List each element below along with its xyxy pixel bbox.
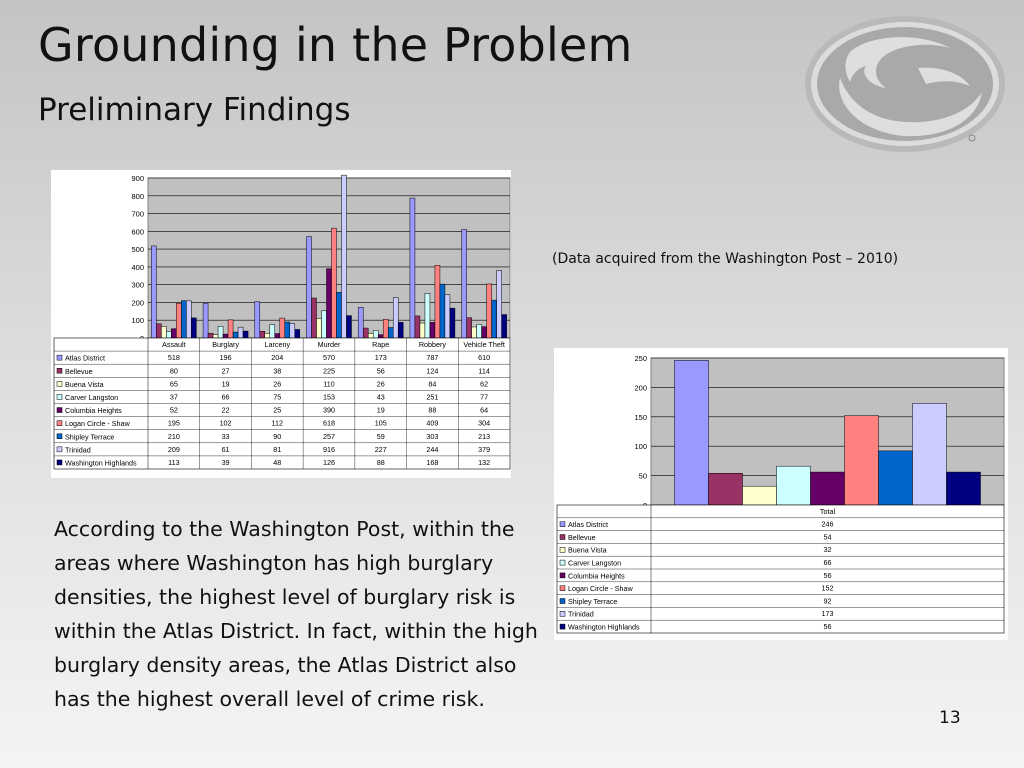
data-value: 303 [426, 431, 439, 441]
data-value: 126 [323, 458, 335, 467]
data-value: 409 [426, 418, 439, 428]
legend-swatch [560, 535, 565, 540]
y-tick-label: 400 [131, 262, 144, 272]
y-tick-label: 200 [131, 298, 144, 308]
legend-label: Washington Highlands [65, 458, 137, 468]
legend-swatch [57, 408, 62, 413]
data-value: 210 [167, 431, 180, 441]
bar [260, 331, 265, 338]
data-value: 52 [169, 405, 178, 415]
data-value: 124 [426, 366, 439, 376]
data-value: 257 [323, 431, 335, 441]
data-value: 62 [480, 379, 489, 389]
data-value: 54 [823, 532, 832, 542]
category-label: Total [819, 506, 836, 516]
data-value: 59 [376, 431, 385, 441]
bar [161, 326, 166, 338]
bar [477, 324, 482, 338]
bar [398, 322, 403, 338]
data-value: 787 [426, 353, 439, 363]
data-value: 102 [219, 418, 232, 428]
bar [383, 319, 388, 338]
bar [425, 293, 430, 338]
legend-label: Carver Langston [65, 393, 119, 402]
bar [171, 329, 176, 338]
bar [186, 301, 191, 338]
bar [327, 269, 332, 338]
bar [181, 301, 186, 338]
bar [223, 334, 228, 338]
bar [191, 318, 196, 338]
bar [675, 360, 709, 505]
bar [410, 198, 415, 338]
data-value: 153 [323, 392, 335, 402]
category-label: Rape [372, 340, 390, 350]
bar [415, 316, 420, 338]
data-value: 77 [480, 392, 489, 402]
data-value: 213 [478, 431, 491, 441]
legend-label: Columbia Heights [65, 406, 122, 416]
y-tick-label: 50 [638, 471, 647, 481]
data-value: 196 [219, 353, 232, 363]
bar [213, 335, 218, 338]
data-value: 246 [821, 519, 834, 529]
bar [777, 466, 811, 505]
data-value: 19 [221, 379, 230, 389]
data-value: 88 [428, 405, 437, 415]
bar [435, 265, 440, 338]
data-value: 518 [167, 353, 180, 363]
legend-swatch [57, 447, 62, 452]
legend-label: Logan Circle - Shaw [65, 419, 130, 429]
bar [913, 403, 947, 505]
crime-by-type-chart [51, 170, 511, 478]
data-value: 92 [823, 596, 832, 606]
legend-label: Buena Vista [568, 545, 607, 555]
bar [255, 302, 260, 338]
legend-swatch [560, 547, 565, 552]
bar [285, 322, 290, 338]
legend-swatch [57, 368, 62, 373]
data-value: 110 [323, 379, 335, 389]
data-value: 90 [273, 431, 282, 441]
data-value: 195 [167, 418, 180, 428]
bar [467, 318, 472, 338]
bar [445, 295, 450, 338]
slide-subtitle: Preliminary Findings [38, 92, 351, 128]
data-value: 105 [374, 418, 387, 428]
data-value: 173 [821, 609, 834, 619]
category-label: Robbery [418, 340, 447, 350]
data-value: 66 [221, 392, 230, 402]
bar [322, 311, 327, 338]
data-value: 244 [426, 444, 439, 454]
data-value: 32 [823, 545, 832, 555]
bar [290, 324, 295, 338]
bar [743, 486, 777, 505]
y-tick-label: 700 [131, 209, 144, 219]
bar [430, 322, 435, 338]
bar [709, 473, 743, 505]
crime-total-chart [554, 348, 1008, 640]
data-value: 618 [323, 418, 335, 428]
data-value: 56 [823, 570, 832, 580]
legend-swatch [560, 522, 565, 527]
bar [243, 331, 248, 338]
data-value: 39 [221, 458, 230, 467]
legend-label: Carver Langston [568, 558, 622, 568]
data-value: 114 [478, 366, 490, 376]
data-value: 570 [323, 353, 335, 363]
category-label: Assault [162, 340, 186, 350]
data-value: 112 [271, 418, 284, 428]
crime-total-svg [554, 348, 1008, 640]
data-value: 66 [823, 558, 832, 567]
legend-swatch [57, 434, 62, 439]
data-value: 168 [426, 458, 439, 467]
data-value: 48 [273, 458, 282, 467]
bar [332, 228, 337, 338]
bar [487, 284, 492, 338]
bar [947, 472, 981, 505]
bar [218, 326, 223, 338]
data-value: 209 [167, 444, 180, 454]
bar [879, 451, 913, 505]
data-value: 26 [376, 379, 385, 389]
bar [373, 330, 378, 338]
data-value: 390 [323, 405, 335, 415]
data-value: 204 [271, 353, 284, 363]
bar [440, 284, 445, 338]
data-value: 88 [376, 458, 385, 467]
body-paragraph: According to the Washington Post, within the areas where Washington has high burglary densities, the highest level of burglary risk is within the Atlas District. In fact, within the high burglary density areas, the Atlas District also has the highest overall level of crime risk. [54, 517, 538, 711]
data-value: 56 [823, 622, 832, 631]
bar [811, 472, 845, 505]
bar [295, 329, 300, 338]
slide-title: Grounding in the Problem [38, 18, 633, 72]
legend-label: Bellevue [568, 532, 596, 542]
bar [363, 328, 368, 338]
data-value: 26 [273, 379, 282, 389]
bar [378, 335, 383, 338]
data-value: 37 [169, 392, 178, 402]
data-value: 113 [168, 458, 180, 467]
data-value: 61 [221, 444, 230, 454]
category-label: Murder [317, 340, 341, 350]
legend-swatch [560, 599, 565, 604]
bar [208, 333, 213, 338]
legend-swatch [57, 460, 62, 465]
bar [265, 333, 270, 338]
legend-label: Trinidad [65, 445, 91, 455]
bar [342, 175, 347, 338]
bar [238, 327, 243, 338]
data-value: 81 [273, 444, 282, 454]
data-value: 132 [478, 458, 491, 467]
data-value: 80 [169, 366, 178, 376]
bar [166, 331, 171, 338]
legend-label: Shipley Terrace [65, 432, 115, 442]
data-value: 19 [376, 405, 385, 415]
legend-label: Bellevue [65, 366, 93, 376]
data-value: 22 [221, 405, 230, 415]
bar [450, 308, 455, 338]
y-tick-label: 500 [131, 245, 144, 255]
data-value: 84 [428, 379, 437, 389]
y-tick-label: 100 [131, 316, 144, 326]
page-number: 13 [939, 708, 961, 728]
bar [420, 323, 425, 338]
y-tick-label: 300 [131, 280, 144, 290]
bar [502, 315, 507, 338]
bar [270, 325, 275, 338]
bar [156, 324, 161, 338]
bar [317, 318, 322, 338]
legend-swatch [560, 611, 565, 616]
nittany-lion-logo-icon [800, 8, 1010, 158]
legend-label: Trinidad [568, 609, 594, 619]
bar [312, 298, 317, 338]
crime-by-type-svg [51, 170, 511, 478]
bar [275, 334, 280, 338]
data-value: 379 [478, 444, 491, 454]
data-source-note: (Data acquired from the Washington Post – 2010) [552, 251, 899, 267]
y-tick-label: 800 [131, 191, 144, 201]
bar [462, 230, 467, 338]
data-value: 251 [426, 392, 439, 402]
bar [497, 271, 502, 338]
bar [176, 303, 181, 338]
legend-swatch [57, 355, 62, 360]
bar [307, 237, 312, 338]
bar [228, 320, 233, 338]
data-value: 304 [478, 418, 491, 428]
legend-swatch [560, 573, 565, 578]
y-tick-label: 150 [634, 412, 647, 422]
bar [368, 333, 373, 338]
legend-swatch [57, 394, 62, 399]
data-value: 64 [480, 405, 489, 415]
data-value: 56 [376, 366, 385, 376]
category-label: Larceny [264, 340, 291, 350]
bar [337, 292, 342, 338]
legend-label: Logan Circle - Shaw [568, 584, 633, 594]
data-value: 75 [273, 392, 282, 402]
legend-label: Shipley Terrace [568, 596, 618, 606]
data-value: 25 [273, 405, 282, 415]
data-value: 225 [323, 366, 335, 376]
data-value: 27 [221, 366, 230, 376]
data-value: 916 [323, 444, 335, 454]
data-value: 152 [821, 583, 834, 593]
category-label: Burglary [212, 340, 239, 350]
legend-label: Atlas District [65, 353, 105, 363]
data-value: 610 [478, 353, 491, 363]
bar [393, 298, 398, 338]
y-tick-label: 600 [131, 227, 144, 237]
bar [472, 327, 477, 338]
bar [280, 318, 285, 338]
bar [233, 332, 238, 338]
legend-swatch [560, 560, 565, 565]
bar [347, 316, 352, 338]
data-value: 38 [273, 366, 282, 376]
legend-label: Buena Vista [65, 379, 104, 389]
data-value: 33 [221, 431, 230, 441]
bar [482, 327, 487, 338]
bar [358, 307, 363, 338]
y-tick-label: 900 [131, 174, 144, 183]
legend-swatch [57, 381, 62, 386]
bar [203, 303, 208, 338]
y-tick-label: 200 [634, 383, 647, 393]
bar [492, 300, 497, 338]
bar [388, 328, 393, 338]
legend-swatch [560, 586, 565, 591]
y-tick-label: 250 [634, 354, 647, 363]
data-value: 227 [374, 444, 387, 454]
y-tick-label: 100 [634, 442, 647, 452]
legend-swatch [57, 421, 62, 426]
bar [845, 416, 879, 505]
legend-swatch [560, 624, 565, 629]
legend-label: Atlas District [568, 520, 608, 530]
data-value: 43 [376, 392, 385, 402]
data-value: 65 [169, 379, 178, 389]
bar [151, 246, 156, 338]
legend-label: Columbia Heights [568, 571, 625, 581]
data-value: 173 [374, 353, 387, 363]
category-label: Vehicle Theft [463, 340, 505, 350]
legend-label: Washington Highlands [568, 622, 640, 632]
